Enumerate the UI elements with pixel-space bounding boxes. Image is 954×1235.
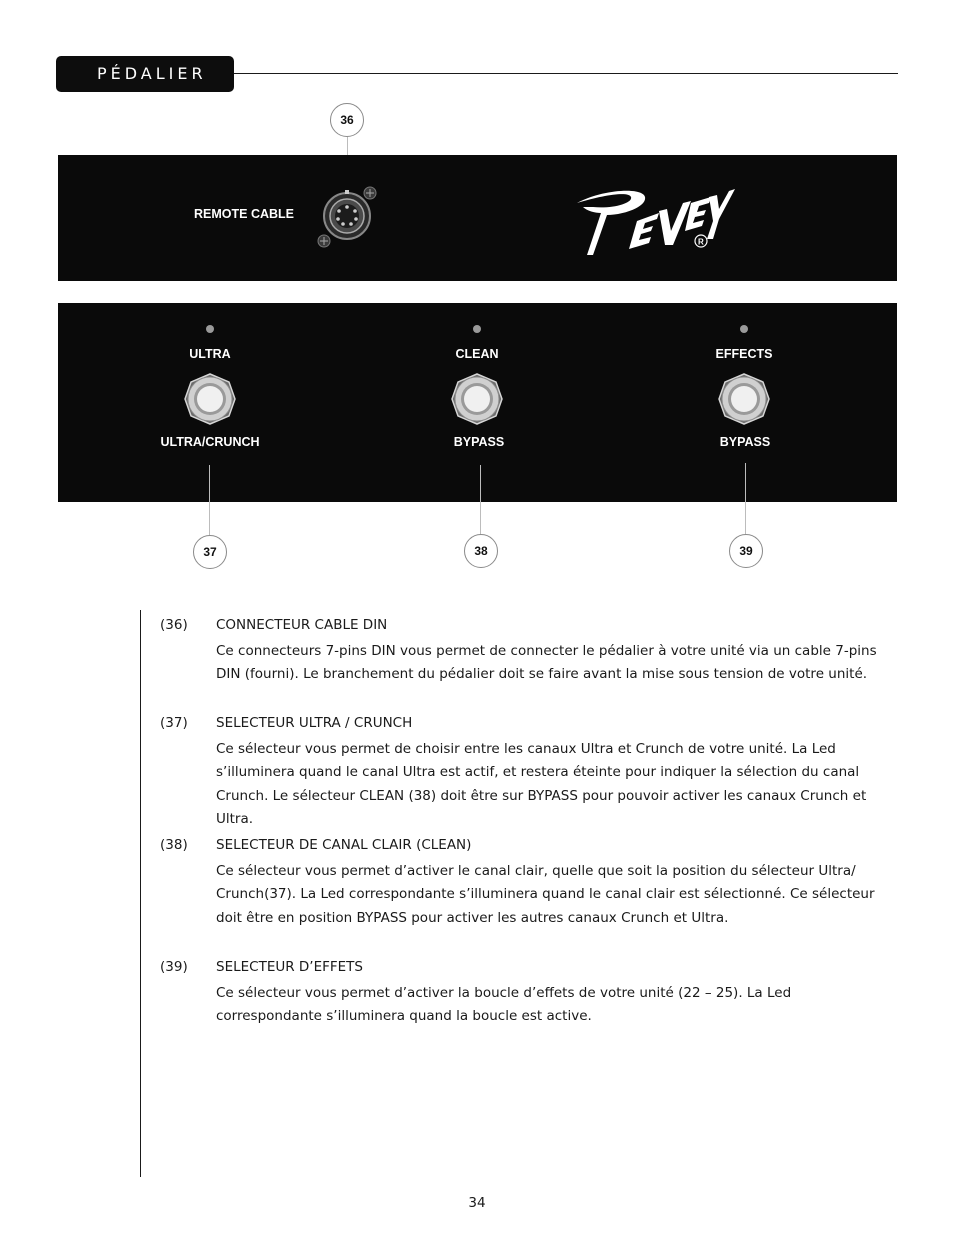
ultra-led xyxy=(206,325,214,333)
peavey-logo xyxy=(573,173,735,261)
description-heading: SELECTEUR DE CANAL CLAIR (CLEAN) xyxy=(216,837,472,853)
rear-panel xyxy=(58,155,897,281)
callout-39-leader xyxy=(745,463,746,535)
header-rule xyxy=(234,73,898,74)
description-body: Ce sélecteur vous permet d’activer le canal clair, quelle que soit la position du sélecteur Ultra/ Crunch(37). La Led correspondante s’illuminera quand le canal clair est sélectionné. Ce sélecteur doit être en position BYPASS pour activer les autres canaux Crunch et Ultra. xyxy=(216,863,875,926)
description-heading: SELECTEUR ULTRA / CRUNCH xyxy=(216,715,413,731)
callout-39: 39 xyxy=(729,534,763,568)
description-number: (38) xyxy=(160,837,188,853)
effects-bypass-label: BYPASS xyxy=(719,435,771,449)
callout-37: 37 xyxy=(193,535,227,569)
description-body: Ce sélecteur vous permet de choisir entre les canaux Ultra et Crunch de votre unité. La Led s’illuminera quand le canal Ultra est actif, et restera éteinte pour indiquer la sélection du canal Crunch. Le sélecteur CLEAN (38) doit être sur BYPASS pour pouvoir activer les canaux Crunch et Ultra. xyxy=(216,741,867,827)
callout-36: 36 xyxy=(330,103,364,137)
description-heading: CONNECTEUR CABLE DIN xyxy=(216,617,388,633)
callout-37-leader xyxy=(209,465,210,535)
effects-footswitch[interactable] xyxy=(717,372,771,426)
description-body: Ce connecteurs 7-pins DIN vous permet de connecter le pédalier à votre unité via un cable 7-pins DIN (fourni). Le branchement du pédalier doit se faire avant la mise sous tension de votre unité. xyxy=(216,643,877,683)
effects-led xyxy=(740,325,748,333)
callout-38: 38 xyxy=(464,534,498,568)
clean-footswitch[interactable] xyxy=(450,372,504,426)
page-number: 34 xyxy=(468,1195,486,1211)
text-margin-rule xyxy=(140,610,141,1177)
description-number: (36) xyxy=(160,617,188,633)
remote-cable-label: REMOTE CABLE xyxy=(194,207,294,221)
callout-38-leader xyxy=(480,465,481,535)
ultra-crunch-footswitch[interactable] xyxy=(183,372,237,426)
ultra-crunch-label: ULTRA/CRUNCH xyxy=(160,435,260,449)
section-title: PÉDALIER xyxy=(56,56,234,92)
effects-label: EFFECTS xyxy=(715,347,773,361)
clean-led xyxy=(473,325,481,333)
clean-bypass-label: BYPASS xyxy=(453,435,505,449)
description-number: (39) xyxy=(160,959,188,975)
ultra-label: ULTRA xyxy=(189,347,231,361)
description-body: Ce sélecteur vous permet d’activer la boucle d’effets de votre unité (22 – 25). La Led correspondante s’illuminera quand la boucle est active. xyxy=(216,985,792,1025)
footswitch-panel xyxy=(58,303,897,502)
description-heading: SELECTEUR D’EFFETS xyxy=(216,959,363,975)
svg-text:R: R xyxy=(698,237,704,247)
description-number: (37) xyxy=(160,715,188,731)
din-connector-icon xyxy=(316,185,380,249)
clean-label: CLEAN xyxy=(455,347,499,361)
